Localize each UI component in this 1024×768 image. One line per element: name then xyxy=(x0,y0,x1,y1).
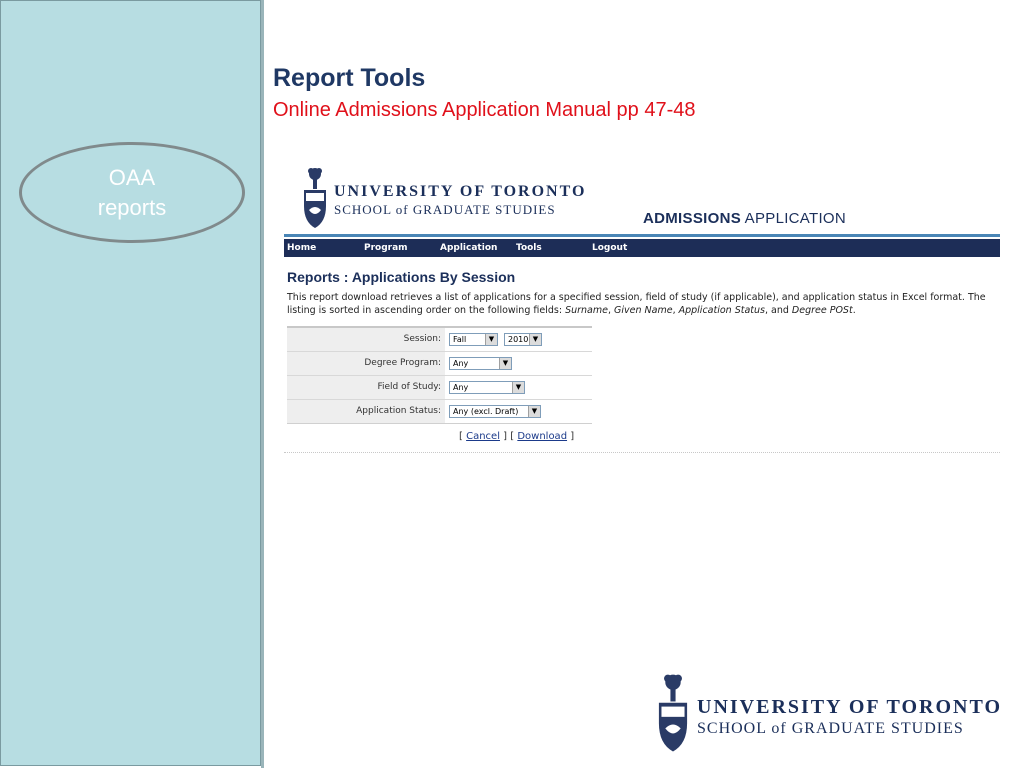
field-of-study-label: Field of Study: xyxy=(377,382,441,392)
footer-uoft-name: UNIVERSITY OF TORONTO xyxy=(697,696,1003,718)
report-title: Reports : Applications By Session xyxy=(287,269,516,285)
field-of-study-select[interactable] xyxy=(449,381,525,394)
application-status-select[interactable] xyxy=(449,405,541,418)
form-actions xyxy=(459,431,574,442)
slide-subtitle: Online Admissions Application Manual pp 47-48 xyxy=(273,99,696,121)
report-desc-text: This report download retrieves a list of applications for a specified session, field of study (if applicable), and application status in Excel format. The listing is sorted in ascending order on the following fields: xyxy=(287,292,986,316)
sgs-name: SCHOOL of GRADUATE STUDIES xyxy=(334,202,556,217)
uoft-name: UNIVERSITY OF TORONTO xyxy=(334,183,587,200)
chevron-down-icon: ▼ xyxy=(528,406,540,417)
session-year-select[interactable] xyxy=(504,333,542,346)
chevron-down-icon: ▼ xyxy=(485,334,497,345)
left-sidebar xyxy=(0,0,261,766)
session-row xyxy=(287,328,592,352)
admissions-title-bold: ADMISSIONS xyxy=(643,210,742,227)
nav-application[interactable]: Application xyxy=(440,243,498,253)
degree-program-select[interactable] xyxy=(449,357,512,370)
download-link[interactable]: Download xyxy=(517,431,568,442)
session-term-value: Fall xyxy=(453,335,467,344)
chevron-down-icon: ▼ xyxy=(529,334,541,345)
session-year-value: 2010 xyxy=(508,335,529,344)
nav-accent-line xyxy=(284,234,1000,237)
field-label-cell xyxy=(287,376,445,399)
bracket: [ xyxy=(459,431,467,442)
degree-program-row xyxy=(287,352,592,376)
admissions-application-title xyxy=(643,210,846,227)
bracket: ] [ xyxy=(499,431,518,442)
application-status-label: Application Status: xyxy=(356,406,441,416)
uoft-crest-icon xyxy=(655,672,691,754)
session-label: Session: xyxy=(403,334,441,344)
admissions-title-rest: APPLICATION xyxy=(741,210,847,227)
application-status-value: Any (excl. Draft) xyxy=(453,407,519,416)
desc-separator: , xyxy=(672,305,679,316)
desc-separator: , and xyxy=(764,305,792,316)
nav-bar xyxy=(284,239,1000,257)
chevron-down-icon: ▼ xyxy=(499,358,511,369)
oaa-reports-ellipse xyxy=(19,142,245,243)
footer-logo xyxy=(655,672,1015,757)
nav-home[interactable]: Home xyxy=(287,243,317,253)
sort-field-given-name: Given Name xyxy=(614,305,673,316)
report-form xyxy=(287,326,592,424)
session-label-cell xyxy=(287,328,445,351)
desc-end: . xyxy=(852,305,856,316)
footer-sgs-name: SCHOOL of GRADUATE STUDIES xyxy=(697,720,964,737)
nav-program[interactable]: Program xyxy=(364,243,408,253)
desc-separator: , xyxy=(607,305,615,316)
status-label-cell xyxy=(287,400,445,423)
application-status-row xyxy=(287,400,592,423)
field-of-study-row xyxy=(287,376,592,400)
degree-label-cell xyxy=(287,352,445,375)
degree-program-value: Any xyxy=(453,359,469,368)
nav-tools[interactable]: Tools xyxy=(516,243,542,253)
sort-field-application-status: Application Status xyxy=(678,305,765,316)
oaa-reports-label: OAA reports xyxy=(97,164,167,220)
report-description xyxy=(287,291,995,317)
sort-field-surname: Surname xyxy=(565,305,608,316)
chevron-down-icon: ▼ xyxy=(512,382,524,393)
degree-program-label: Degree Program: xyxy=(364,358,441,368)
admissions-screenshot xyxy=(284,162,1000,457)
sort-field-degree-post: Degree POSt xyxy=(791,305,853,316)
slide-title: Report Tools xyxy=(273,64,426,92)
sidebar-divider xyxy=(261,0,264,768)
screenshot-divider xyxy=(284,452,1000,453)
uoft-crest-icon xyxy=(302,166,328,230)
session-term-select[interactable] xyxy=(449,333,498,346)
nav-logout[interactable]: Logout xyxy=(592,243,628,253)
bracket: ] xyxy=(567,431,575,442)
field-of-study-value: Any xyxy=(453,383,469,392)
cancel-link[interactable]: Cancel xyxy=(466,431,500,442)
